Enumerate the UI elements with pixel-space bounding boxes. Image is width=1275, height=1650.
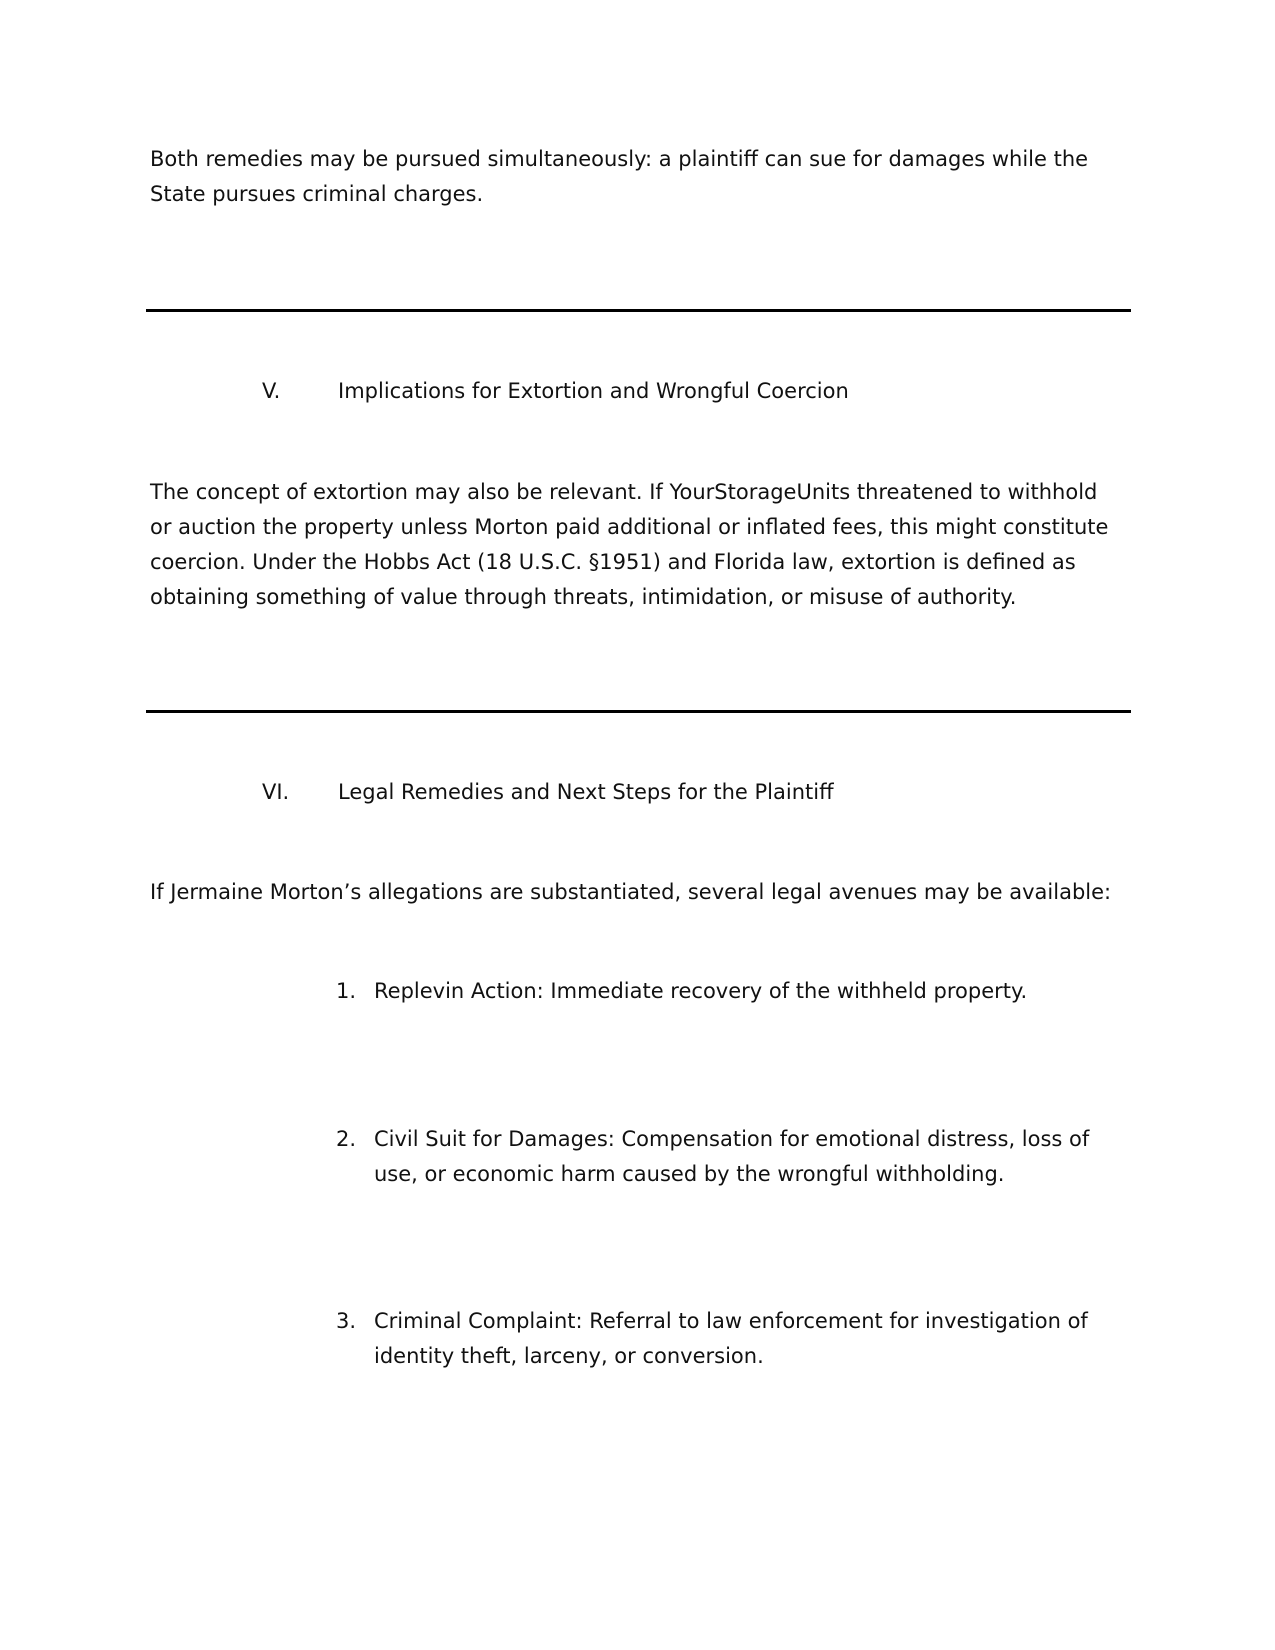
- section-vi-body: If Jermaine Morton’s allegations are substantiated, several legal avenues may be available:: [150, 880, 1112, 904]
- list-item-number: 1.: [336, 979, 357, 1003]
- section-vi-title: Legal Remedies and Next Steps for the Plaintiff: [338, 780, 834, 804]
- section-v-heading: [262, 374, 849, 409]
- section-v-body: The concept of extortion may also be relevant. If YourStorageUnits threatened to withhold or auction the property unless Morton paid additional or inflated fees, this might constitute coercion. Under the Hobbs Act (18 U.S.C. §1951) and Florida law, extortion is defined as obtaining something of value through threats, intimidation, or misuse of authority.: [150, 480, 1109, 609]
- list-item-text: Civil Suit for Damages: Compensation for emotional distress, loss of use, or economic harm caused by the wrongful withholding.: [374, 1127, 1090, 1186]
- list-item-number: 3.: [336, 1309, 357, 1333]
- section-v-title: Implications for Extortion and Wrongful Coercion: [338, 379, 849, 403]
- list-item-number: 2.: [336, 1127, 357, 1151]
- list-item: [336, 974, 1126, 1009]
- section-vi-heading: [262, 775, 834, 810]
- list-item: [336, 1304, 1126, 1374]
- list-item-text: Replevin Action: Immediate recovery of the withheld property.: [374, 979, 1028, 1003]
- intro-paragraph: Both remedies may be pursued simultaneously: a plaintiff can sue for damages while the State pursues criminal charges.: [150, 147, 1089, 206]
- section-v-number: V.: [262, 379, 281, 403]
- section-vi-number: VI.: [262, 780, 290, 804]
- list-item-text: Criminal Complaint: Referral to law enforcement for investigation of identity theft, larceny, or conversion.: [374, 1309, 1088, 1368]
- section-divider: [146, 309, 1131, 312]
- list-item: [336, 1122, 1126, 1192]
- section-divider: [146, 710, 1131, 713]
